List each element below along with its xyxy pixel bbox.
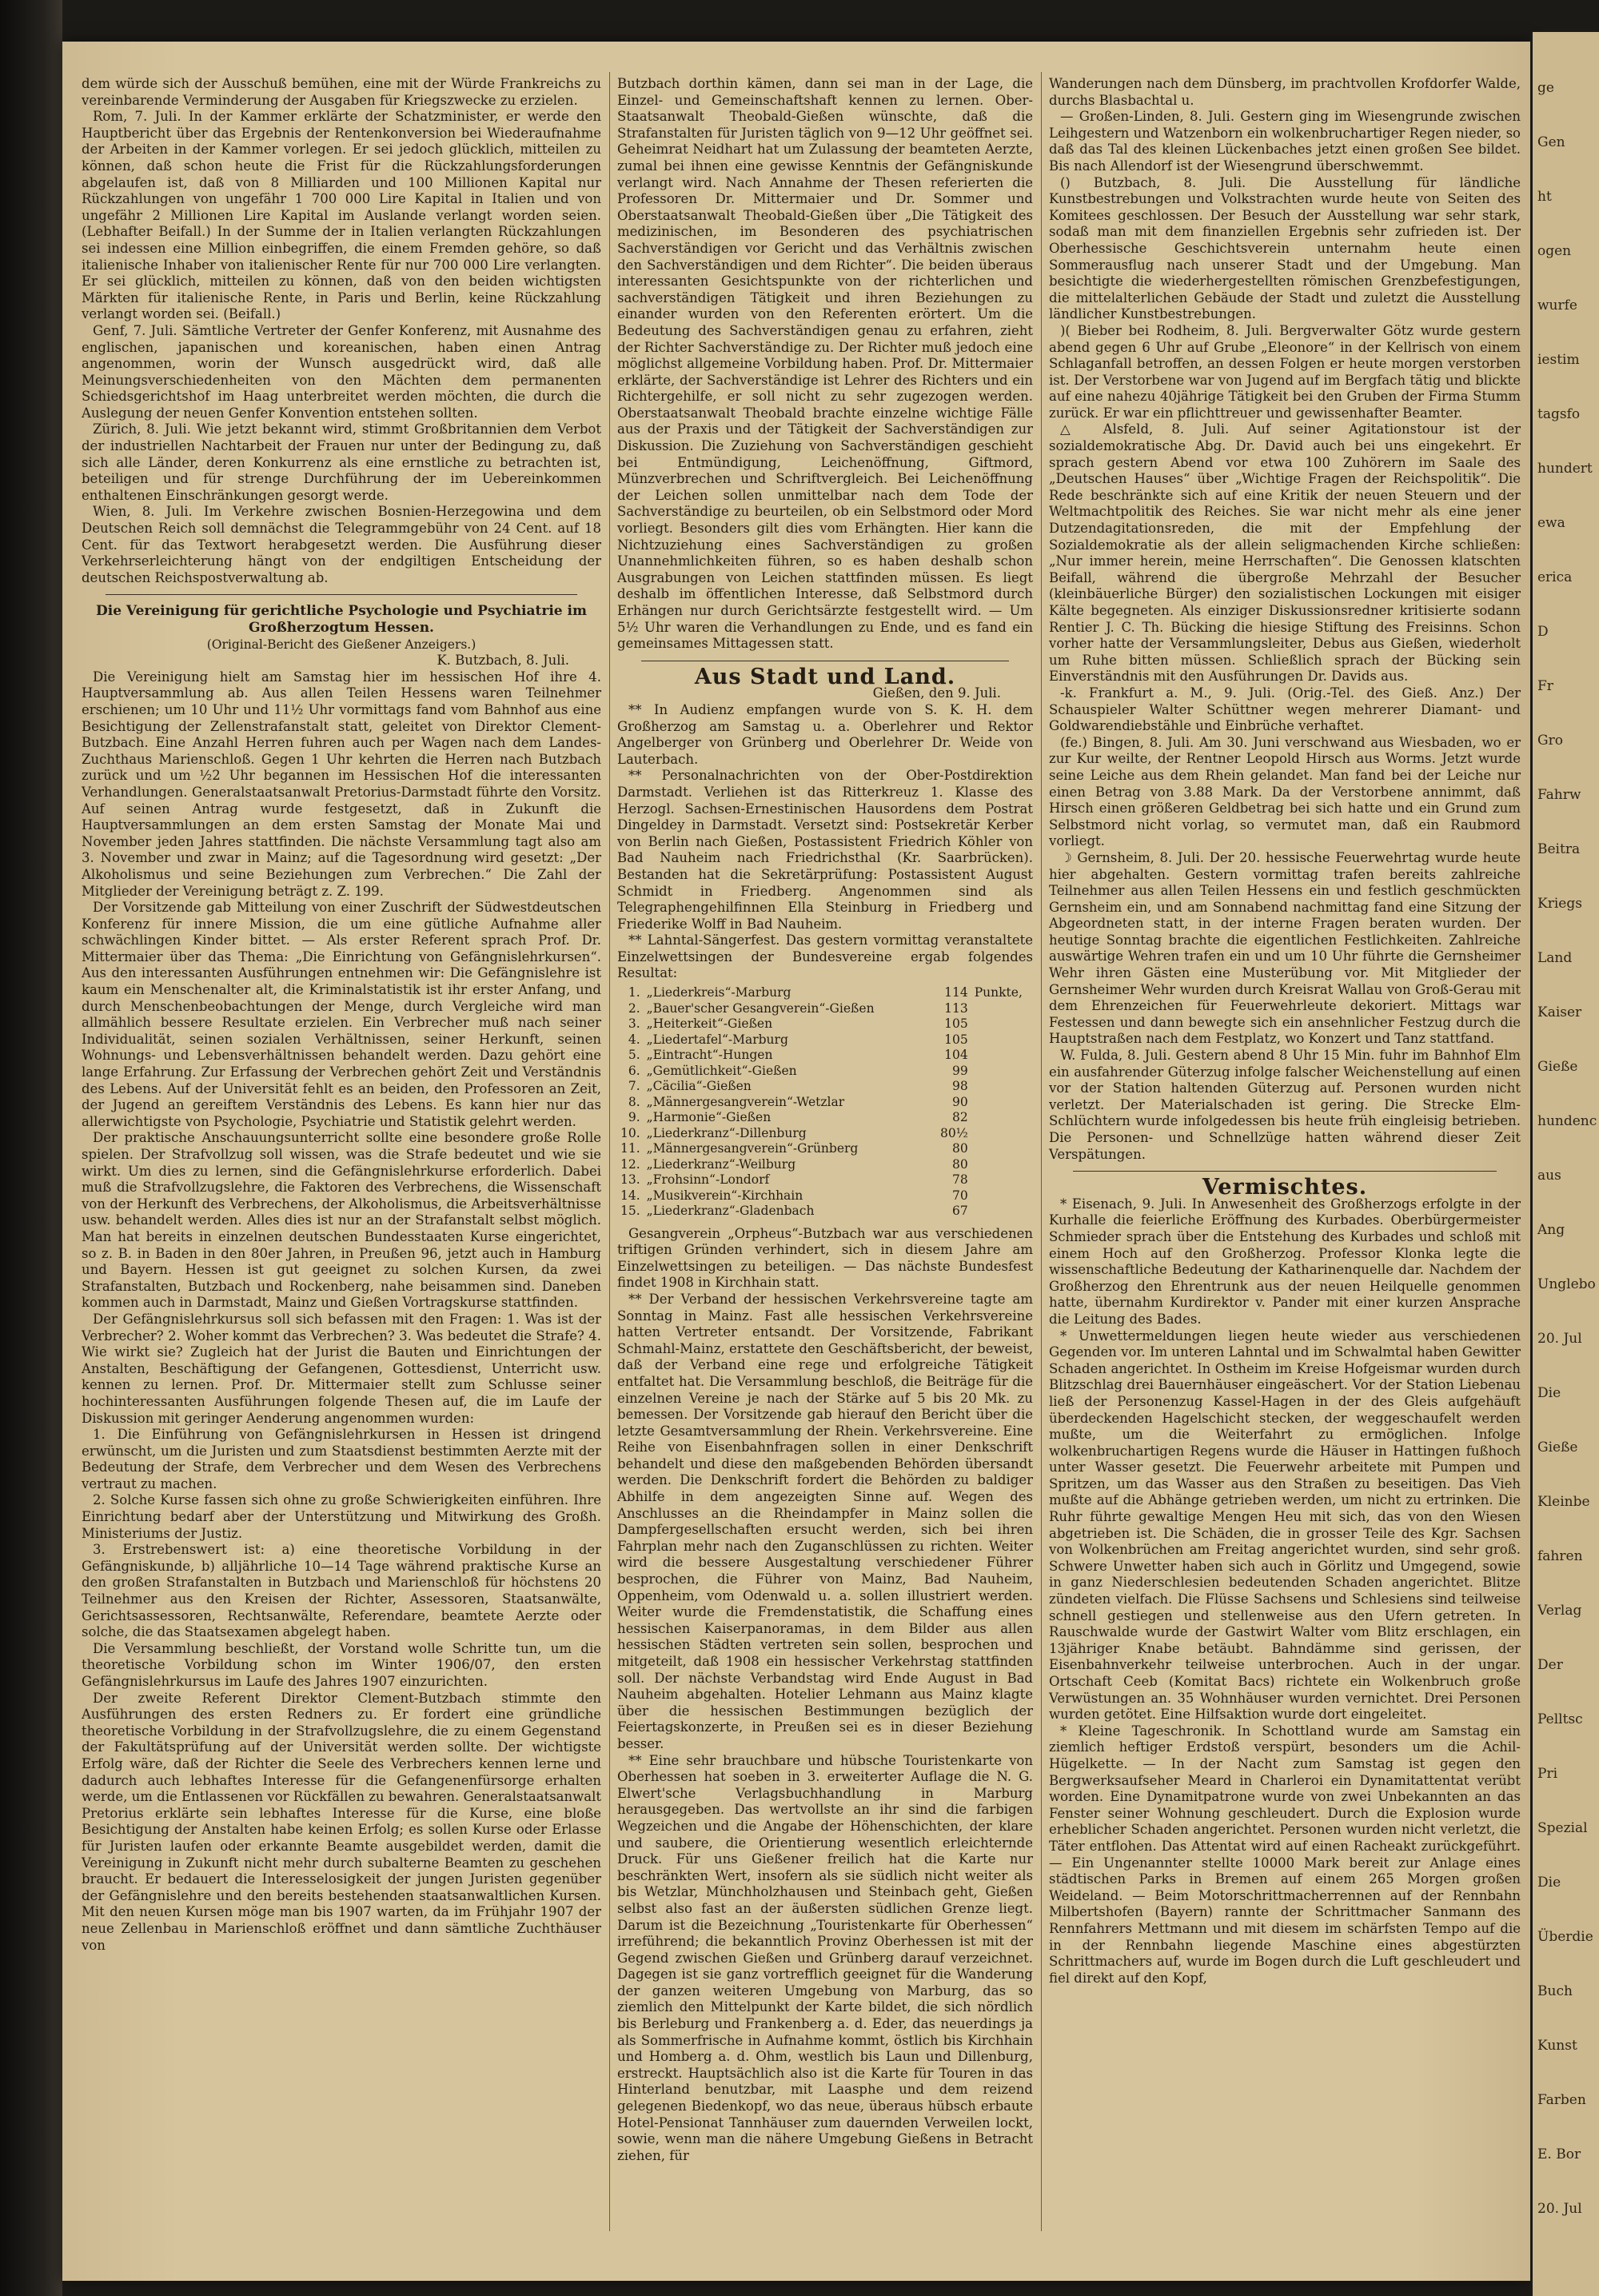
result-row (617, 985, 1033, 1001)
article-source: (Original-Bericht des Gießener Anzeigers.) (206, 637, 477, 652)
result-row (617, 1095, 1033, 1111)
result-rank: 1. (628, 985, 640, 1000)
result-club: „Eintracht“-Hungen (646, 1048, 773, 1063)
article-eisenach: * Eisenach, 9. Juli. In Anwesenheit des Großherzogs erfolgte in der Kurhalle die feierliche Eröffnung des Kurbades. Oberbürgermeister Schmieder sprach über die Entstehung des Kurbades und schloß mit einem Hoch auf den Großherzog. Professor Klonka legte die wissenschaftliche Bedeutung der Katharinenquelle dar. Nachdem der Großherzog den Ehrentrunk aus der neuen Heilquelle genommen hatte, übernahm Kurdirektor v. Pander mit einer kurzen Ansprache die Leitung des Bades. (1049, 1196, 1521, 1327)
results-table (617, 985, 1033, 1220)
edge-fragment: Gen (1537, 134, 1565, 150)
column-rule (1041, 72, 1042, 2231)
edge-fragment: E. Bor (1537, 2146, 1581, 2162)
dateline: K. Butzbach, 8. Juli. (437, 653, 569, 669)
article-tageschronik: * Kleine Tageschronik. In Schottland wurde am Samstag ein ziemlich heftiger Erdstoß verspürt, besonders um die Achil-Hügelkette. — In der Nacht zum Samstag ist gegen den Bergwerksaufseher Meard in Charleroi ein Dynamitattentat verübt worden. Eine Dynamitpatrone wurde von zwei Unbekannten an das Fenster seiner Wohnung geschleudert. Durch die Explosion wurde erheblicher Schaden angerichtet. Personen wurden nicht verletzt, die Täter entflohen. Das Attentat wird auf einen Racheakt zurückgeführt. — Ein Ungenannter stellte 10000 Mark bereit zur Anlage eines städtischen Parks in Bremen auf einem 265 Morgen großen Weideland. — Beim Motorschrittmacherrennen auf der Rennbahn Milbertshofen (Bayern) rannte der Schrittmacher Sanmann des Rennfahrers Mettmann und mit diesem im schärfsten Tempo auf die in der Rennbahn liegende Maschine eines abgestürzten Schrittmachers auf, wurde im Bogen durch die Luft geschleudert und fiel direkt auf den Kopf, (1049, 1723, 1521, 1986)
thesis: 1. Die Einführung von Gefängnislehrkursen in Hessen ist dringend erwünscht, um die Juristen und zum Staatsdienst bestimmten Aerzte mit der Bedeutung der Strafe, dem Verbrecher und dem Wesen des Verbrechens vertraut zu machen. (82, 1427, 601, 1491)
result-points: 80½ (940, 1125, 968, 1140)
edge-fragment: Die (1537, 1385, 1561, 1401)
edge-fragment: Fahrw (1537, 787, 1581, 803)
edge-fragment: Kriegs (1537, 896, 1582, 912)
column-3 (1049, 76, 1521, 1987)
thesis: 3. Erstrebenswert ist: a) eine theoretische Vorbildung in der Gefängniskunde, b) alljährliche 10—14 Tage während praktische Kurse an den großen Strafanstalten in Butzbach und Marienschloß für höchstens 20 Teilnehmer aus den Kreisen der Richter, Assessoren, Staatsanwälte, Gerichtsassessoren, Rechtsanwälte, Referendare, beamtete Aerzte oder solche, die das Staatsexamen abgelegt haben. (82, 1542, 601, 1640)
edge-fragment: D (1537, 624, 1549, 640)
article-butzbach: () Butzbach, 8. Juli. Die Ausstellung für ländliche Kunstbestrebungen und Volkstrachten wurde heute von Seiten des Komitees geschlossen. Der Besuch der Ausstellung war sehr stark, sodaß man mit dem finanziellen Ergebnis sehr zufrieden ist. Der Oberhessische Geschichtsverein unternahm heute einen Sommerausflug nach unserer Stadt und der Umgebung. Man besichtigte die wiederhergestellten römischen Grenzbefestigungen, die mittelalterlichen Gebäude der Stadt und zuletzt die Ausstellung ländlicher Kunstbestrebungen. (1049, 174, 1521, 322)
article-paragraph: dem würde sich der Ausschuß bemühen, eine mit der Würde Frankreichs zu vereinbarende Verminderung der Ausgaben für Kriegszwecke zu erzielen. (82, 76, 601, 108)
article-linden: — Großen-Linden, 8. Juli. Gestern ging im Wiesengrunde zwischen Leihgestern und Watzenborn ein wolkenbruchartiger Regen nieder, so daß das Tal des kleinen Lückenbaches jetzt einen großen See bildet. Bis nach Allendorf ist der Wiesengrund überschwemmt. (1049, 109, 1521, 174)
edge-fragment: Unglebo (1537, 1276, 1596, 1292)
result-points: 70 (952, 1188, 968, 1203)
edge-fragment: iestim (1537, 352, 1580, 368)
result-rank: 7. (628, 1079, 640, 1094)
article-paragraph: Der praktische Anschauungsunterricht sollte eine besondere große Rolle spielen. Der Strafvollzug soll wissen, was die Strafe bedeutet und wie sie wirkt. Um dies zu lernen, sind die Gefängnislehrkurse erforderlich. Dabei muß die Strafvollzugslehre, die Faktoren des Verbrechens, die Wissenschaft von der Herkunft des Verbrechens, der Alkoholismus, die Arbeitsverhältnisse usw. behandelt werden. Alles dies ist nur an der Strafanstalt selbst möglich. Man hat bereits in einzelnen deutschen Bundesstaaten Kurse eingerichtet, so z. B. in Baden in den 80er Jahren, in Preußen 96, jetzt auch in Hamburg und Bayern. Hessen ist gut geeignet zu solchen Kursen, da zwei Strafanstalten, Butzbach und Rockenberg, nahe beisammen sind. Daneben kommen auch in Darmstadt, Mainz und Gießen Vortragskurse stattfinden. (82, 1130, 601, 1311)
result-row (617, 1064, 1033, 1080)
article-rom: Rom, 7. Juli. In der Kammer erklärte der Schatzminister, er werde den Hauptbericht über das Ergebnis der Rentenkonversion bei Wiederaufnahme der Arbeiten in der Kammer vorlegen. Er sei jedoch glücklich, mitteilen zu können, daß schon heute die Frist für die Rückzahlungsforderungen abgelaufen ist, daß von 8 Milliarden und 100 Millionen Kapital nur Rückzahlungen von ungefähr 1 700 000 Lire Kapital in Italien und von ungefähr 2 Millionen Lire Kapital im Auslande verlangt worden seien. (Lebhafter Beifall.) In der Summe der in Italien verlangten Rückzahlungen sei indessen eine Million einbegriffen, die einem Fremden gehöre, so daß italienische Inhaber von italienischer Rente für nur 700 000 Lire verlangten. Er sei glücklich, mitteilen zu können, daß von den beiden wichtigsten Märkten für italienische Rente, in Paris und Berlin, keine Rückzahlung verlangt worden sei. (Beifall.) (82, 109, 601, 322)
result-club: „Cäcilia“-Gießen (646, 1079, 752, 1094)
result-row (617, 1157, 1033, 1173)
article-paragraph: Gesangverein „Orpheus“-Butzbach war aus verschiedenen triftigen Gründen verhindert, sich in diesem Jahre am Einzelwettsingen zu beteiligen. — Das nächste Bundesfest findet 1908 in Kirchhain statt. (617, 1225, 1033, 1291)
result-unit: Punkte, (974, 985, 1023, 1000)
edge-fragment: Spezial (1537, 1820, 1588, 1836)
edge-fragment: Pelltsc (1537, 1711, 1583, 1727)
result-club: „Männergesangverein“-Wetzlar (646, 1094, 845, 1109)
adjacent-page-edge (1530, 32, 1599, 2296)
result-row (617, 1032, 1033, 1048)
edge-fragment: Fr (1537, 678, 1553, 694)
edge-fragment: Beitra (1537, 841, 1581, 857)
result-rank: 14. (620, 1188, 640, 1203)
article-karte: ** Eine sehr brauchbare und hübsche Touristenkarte von Oberhessen hat soeben in 3. erweiterter Auflage die N. G. Elwert'sche Verlagsbuchhandlung in Marburg herausgegeben. Das wertvollste an ihr sind die farbigen Wegzeichen und die Angabe der Höhenschichten, der klare und saubere, die Orientierung wesentlich erleichternde Druck. Für uns Gießener freilich hat die Karte nur beschränkten Wert, insofern als sie südlich nicht weiter als bis Wetzlar, Münchholzhausen und Steinbach geht, Gießen selbst also fast an der äußersten südlichen Grenze liegt. Darum ist die Bezeichnung „Touristenkarte für Oberhessen“ irreführend; die bekanntlich Provinz Oberhessen ist mit der Gegend zwischen Gießen und Grünberg darauf verzeichnet. Dagegen ist sie ganz vortrefflich geeignet für die Wanderung der ganzen weiteren Umgebung von Marburg, das so ziemlich den Mittelpunkt der Karte bildet, die sich nördlich bis Berleburg und Frankenberg a. d. Eder, das neuerdings ja als Sommerfrische in Aufnahme kommt, östlich bis Kirchhain und Homberg a. d. Ohm, westlich bis Laun und Dillenburg, erstreckt. Hauptsächlich also ist die Karte für Touren in das Hinterland benutzbar, mit Laasphe und dem reizend gelegenen Biedenkopf, wo das neue, überaus hübsch erbaute Hotel-Pensionat Tannhäuser zum dauernden Verweilen lockt, sowie, wenn man die nähere Umgebung Gießens in Betracht ziehen, für (617, 1752, 1033, 2163)
dateline: Gießen, den 9. Juli. (872, 685, 1001, 701)
edge-fragment: Überdie (1537, 1929, 1593, 1945)
result-club: „Bauer'scher Gesangverein“-Gießen (646, 1000, 875, 1016)
edge-fragment: ewa (1537, 515, 1565, 531)
article-lahntal: ** Lahntal-Sängerfest. Das gestern vormittag veranstaltete Einzelwettsingen der Bundesvereine ergab folgendes Resultat: (617, 932, 1033, 981)
article-frankfurt: -k. Frankfurt a. M., 9. Juli. (Orig.-Tel. des Gieß. Anz.) Der Schauspieler Walter Schüttner wegen mehrerer Diamant- und Goldwarendiebstähle und Einbrüche verhaftet. (1049, 685, 1521, 734)
result-points: 80 (952, 1141, 968, 1156)
edge-fragment: Ang (1537, 1222, 1565, 1238)
result-club: „Harmonie“-Gießen (646, 1110, 772, 1125)
result-rank: 13. (620, 1172, 640, 1188)
article-paragraph: Butzbach dorthin kämen, dann sei man in der Lage, die Einzel- und Gemeinschaftshaft kennen zu lernen. Ober-Staatsanwalt Theobald-Gießen wünschte, daß die Strafanstalten für Juristen täglich von 9—12 Uhr geöffnet sei. Geheimrat Neidhart hat um Zulassung der beamteten Aerzte, zumal bei ihnen eine gewisse Kenntnis der Gefängniskunde verlangt wird. Nach Annahme der Thesen referierten die Professoren Dr. Mittermaier und Dr. Sommer und Oberstaatsanwalt Theobald-Gießen über „Die Tätigkeit des medizinischen, im Besonderen des psychiatrischen Sachverständigen vor Gericht und das Verhältnis zwischen den Sachverständigen und dem Richter“. Die beiden überaus interessanten Gesichtspunkte von der richterlichen und sachverständigen Tätigkeit und ihren Beziehungen zu einander wurden von den Referenten erörtert. Um die Bedeutung des Sachverständigen genau zu erfahren, zieht der Richter Sachverständige zu. Der Richter muß jedoch eine möglichst allgemeine Vorbildung haben. Prof. Dr. Mittermaier erklärte, der Sachverständige ist Lehrer des Richters und ein Richtergehilfe, er soll nicht zu sehr zugezogen werden. Oberstaatsanwalt Theobald brachte einzelne wichtige Fälle aus der Praxis und der Tätigkeit der Sachverständigen zur Diskussion. Die Zuziehung von Sachverständigen geschieht bei Entmündigung, Leichenöffnung, Giftmord, Münzverbrechen und Schriftvergleich. Bei Leichenöffnung der Leichen sollen unmittelbar nach dem Tode der Sachverständige zu beurteilen, ob ein Selbstmord oder Mord vorliegt. Besonders gilt dies vom Erhängten. Hier kann die Nichtzuziehung eines Sachverständigen zu großen Unannehmlichkeiten führen, so es haben deshalb schon Ausgrabungen von Leichen stattfinden müssen. Es liegt deshalb im öffentlichen Interesse, daß Selbstmord durch Erhängen nur durch Gerichtsärzte festgestellt wird. — Um 5½ Uhr waren die Verhandlungen zu Ende, und es fand ein gemeinsames Mittagessen statt. (617, 76, 1033, 652)
section-title: Vermischtes. (1202, 1175, 1368, 1200)
edge-fragment: Buch (1537, 1983, 1573, 1999)
article-genf: Genf, 7. Juli. Sämtliche Vertreter der Genfer Konferenz, mit Ausnahme des englischen, japanischen und koreanischen, haben einen Antrag angenommen, worin der Wunsch ausgedrückt wird, daß alle Meinungsverschiedenheiten von den Mächten dem permanenten Schiedsgerichtshof im Haag unterbreitet werden möchten, die durch die Auslegung der neuen Genfer Konvention entstehen sollten. (82, 322, 601, 421)
divider (1073, 1171, 1497, 1172)
edge-fragment: hundert (1537, 461, 1593, 477)
result-points: 80 (952, 1156, 968, 1172)
article-bieber: )( Bieber bei Rodheim, 8. Juli. Bergverwalter Götz wurde gestern abend gegen 6 Uhr auf Grube „Eleonore“ in der Kellrisch von einem Schlaganfall betroffen, an dessen Folgen er heute morgen verstorben ist. Der Verstorbene war von Jugend auf im Bergfach tätig und blickte auf eine nahezu 40jährige Tätigkeit bei den Gruben der Firma Stumm zurück. Er war ein pflichttreuer und gewissenhafter Beamter. (1049, 322, 1521, 421)
result-club: „Frohsinn“-Londorf (646, 1172, 770, 1188)
result-points: 99 (952, 1063, 968, 1078)
column-1 (82, 76, 601, 1954)
result-rank: 12. (620, 1156, 640, 1172)
result-club: „Musikverein“-Kirchhain (646, 1188, 803, 1203)
edge-fragment: fahren (1537, 1548, 1583, 1564)
result-club: „Liederkranz“-Gladenbach (646, 1204, 815, 1219)
edge-fragment: wurfe (1537, 297, 1577, 313)
result-rank: 8. (628, 1094, 640, 1109)
result-rank: 6. (628, 1063, 640, 1078)
result-points: 114 (944, 985, 968, 1000)
edge-fragment: Der (1537, 1657, 1563, 1673)
article-wien: Wien, 8. Juli. Im Verkehre zwischen Bosnien-Herzegowina und dem Deutschen Reich soll demnächst die Telegrammgebühr von 24 Cent. auf 18 Cent. für das Textwort herabgesetzt werden. Die Ausführung dieser Verkehrserleichterung hängt von der endgiltigen Entscheidung der deutschen Reichspostverwaltung ab. (82, 504, 601, 585)
edge-fragment: tagsfo (1537, 406, 1581, 422)
result-points: 90 (952, 1094, 968, 1109)
column-2 (617, 76, 1033, 2164)
article-headline: Die Vereinigung für gerichtliche Psychologie und Psychiatrie im Großherzogtum Hessen. (96, 603, 587, 636)
result-rank: 10. (620, 1125, 640, 1140)
result-rank: 9. (628, 1110, 640, 1125)
result-row (617, 1016, 1033, 1032)
article-alsfeld: △ Alsfeld, 8. Juli. Auf seiner Agitationstour ist der sozialdemokratische Abg. Dr. David auch bei uns eingekehrt. Er sprach gestern Abend vor etwa 100 Zuhörern im Saale des „Deutschen Hauses“ über „Wichtige Fragen der Reichspolitik“. Die Rede beschränkte sich auf eine Kritik der neuen Steuern und der Weltmachtpolitik des Reiches. Sie war nicht mehr als eine jener Dutzendagitationsreden, die mit der Empfehlung der Sozialdemokratie als der allein seligmachenden Kirche schließen: „Nur immer herein, meine Herrschaften“. Die Genossen klatschten Beifall, während die übergroße Mehrzahl der Besucher (kleinbäuerliche Bürger) den sozialistischen Lockungen mit eisiger Kälte begegneten. Als einziger Diskussionsredner kritisierte sodann Rentier J. C. Th. Bücking die hiesige Stiftung des Freisinns. Schon vorher hatte der Versammlungsleiter, Debus aus Gießen, wiederholt um Ruhe bitten müssen. Schließlich sprach der Bücking sein Einverständnis mit den Ausführungen Dr. Davids aus. (1049, 421, 1521, 685)
result-club: „Liederkranz“-Weilburg (646, 1156, 796, 1172)
result-club: „Liedertafel“-Marburg (646, 1032, 788, 1047)
article-paragraph: Die Vereinigung hielt am Samstag hier im hessischen Hof ihre 4. Hauptversammlung ab. Aus allen Teilen Hessens waren Teilnehmer erschienen; um 10 Uhr und 11½ Uhr vormittags fand vom Bahnhof aus eine Besichtigung der Zellenstrafanstalt statt, geleitet von Direktor Clement-Butzbach. Eine Anzahl Herren fuhren auch per Wagen nach dem Landes-Zuchthaus Marienschloß. Gegen 1 Uhr kehrten die Herren nach Butzbach zurück und um ½2 Uhr begannen im Hessischen Hof die interessanten Verhandlungen. Generalstaatsanwalt Pretorius-Darmstadt führte den Vorsitz. Auf seinen Antrag wurde festgesetzt, daß in Zukunft die Hauptversammlungen an dem ersten Samstag der Monate Mai und November jeden Jahres stattfinden. Die nächste Versammlung tagt also am 3. November und zwar in Mainz; auf die Tagesordnung wird gesetzt: „Der Alkoholismus und seine Beziehungen zum Verbrechen.“ Die Zahl der Mitglieder der Vereinigung beträgt z. Z. 199. (82, 669, 601, 899)
result-rank: 11. (620, 1141, 640, 1156)
book-binding (0, 0, 62, 2296)
edge-fragment: ge (1537, 80, 1554, 96)
edge-fragment: Gieße (1537, 1439, 1578, 1455)
result-points: 78 (952, 1172, 968, 1188)
result-rank: 2. (628, 1000, 640, 1016)
article-bingen: (fe.) Bingen, 8. Juli. Am 30. Juni verschwand aus Wiesbaden, wo er zur Kur weilte, der Rentner Leopold Hirsch aus Worms. Jetzt wurde seine Leiche aus dem Rhein gelandet. Man fand bei der Leiche nur einen Betrag von 3.88 Mark. Da der Verstorbene annimmt, daß Hirsch einen größeren Geldbetrag bei sich hatte und ein Grund zum Selbstmord nicht vorlag, so vermutet man, daß ein Raubmord vorliegt. (1049, 734, 1521, 849)
edge-fragment: aus (1537, 1168, 1561, 1184)
result-club: „Liederkreis“-Marburg (646, 985, 792, 1000)
result-points: 105 (944, 1032, 968, 1047)
result-rank: 15. (620, 1204, 640, 1219)
result-points: 104 (944, 1048, 968, 1063)
edge-fragment: 20. Jul (1537, 2201, 1582, 2217)
result-row (617, 1204, 1033, 1220)
article-paragraph: Wanderungen nach dem Dünsberg, im prachtvollen Krofdorfer Walde, durchs Blasbachtal u. (1049, 76, 1521, 108)
edge-fragment: Land (1537, 950, 1573, 966)
edge-fragment: ogen (1537, 243, 1572, 259)
article-audienz: ** In Audienz empfangen wurde von S. K. H. dem Großherzog am Samstag u. a. Oberlehrer und Rektor Angelberger von Grünberg und Oberlehrer Dr. Weide von Lauterbach. (617, 701, 1033, 767)
result-club: „Heiterkeit“-Gießen (646, 1016, 773, 1032)
article-paragraph: Die Versammlung beschließt, der Vorstand wolle Schritte tun, um die theoretische Vorbildung schon im Winter 1906/07, den ersten Gefängnislehrkursus im Laufe des Jahres 1907 einzurichten. (82, 1640, 601, 1689)
result-points: 82 (952, 1110, 968, 1125)
edge-fragment: ht (1537, 189, 1552, 205)
result-club: „Gemütlichkeit“-Gießen (646, 1063, 797, 1078)
result-club: „Liederkranz“-Dillenburg (646, 1125, 807, 1140)
result-row (617, 1172, 1033, 1188)
edge-fragment: 20. Jul (1537, 1331, 1582, 1347)
result-rank: 4. (628, 1032, 640, 1047)
result-row (617, 1110, 1033, 1126)
edge-fragment: Die (1537, 1875, 1561, 1891)
result-row (617, 1079, 1033, 1095)
edge-fragment: Kleinbe (1537, 1494, 1590, 1510)
edge-fragment: hundenc (1537, 1113, 1597, 1129)
edge-fragment: erica (1537, 569, 1573, 585)
result-row (617, 1001, 1033, 1017)
result-rank: 3. (628, 1016, 640, 1032)
article-verband: ** Der Verband der hessischen Verkehrsvereine tagte am Sonntag in Mainz. Fast alle hessischen Verkehrsvereine hatten Vertreter entsandt. Der Vorsitzende, Fabrikant Schmahl-Mainz, erstattete den Geschäftsbericht, der beweist, daß der Verband eine rege und erfolgreiche Tätigkeit entfaltet hat. Die Versammlung beschloß, die Beiträge für die einzelnen Vereine je nach der Stärke auf 5 bis 20 Mk. zu bemessen. Der Vorsitzende gab hierauf den Bericht über die letzte Gesamtversammlung der Rhein. Verkehrsvereine. Eine Reihe von Eisenbahnfragen sollen in einer Denkschrift behandelt und diese den maßgebenden Behörden übersandt werden. Die Denkschrift fordert die Behörden zu baldiger Abhilfe in dem angezeigten Sinne auf. Wegen des Anschlusses an die Rheindampfer in Mainz sollen die Dampfergesellschaften ersucht werden, sich bei ihren Fahrplan mehr nach den Zuganschlüssen zu richten. Weiter wird die bessere Ausgestaltung verschiedener Führer besprochen, die Führer von Mainz, Bad Nauheim, Oppenheim, vom Odenwald u. a. sollen illustriert werden. Weiter wurde die Fremdenstatistik, die Schaffung eines hessischen Kaiserpanoramas, in dem Bilder aus allen hessischen Städten vertreten sein sollen, besprochen und mitgeteilt, daß 1908 ein hessischer Verkehrstag stattfinden soll. Der nächste Verbandstag wird Ende August in Bad Nauheim abgehalten. Hotelier Lehmann aus Mainz klagte über die hessischen Bestimmungen bezüglich der Feiertagskonzerte, in Preußen sei es in dieser Beziehung besser. (617, 1291, 1033, 1751)
result-row (617, 1141, 1033, 1157)
edge-fragment: Pri (1537, 1766, 1558, 1782)
result-points: 105 (944, 1016, 968, 1032)
edge-fragment: Kaiser (1537, 1004, 1582, 1020)
edge-fragment: Verlag (1537, 1603, 1582, 1619)
result-row (617, 1188, 1033, 1204)
section-title: Aus Stadt und Land. (694, 664, 956, 689)
article-paragraph: Der Vorsitzende gab Mitteilung von einer Zuschrift der Südwestdeutschen Konferenz für innere Mission, die um eine gütliche Aufnahme aller schwächlingen Kinder bittet. — Als erster Referent sprach Prof. Dr. Mittermaier über das Thema: „Die Einrichtung von Gefängnislehrkursen“. Aus den interessanten Ausführungen entnehmen wir: Die Gefängnislehre ist kaum ein Menschenalter alt, die Kriminalstatistik ist ihr erster Anfang, und durch Menschenbeobachtungen der Menge, durch Vergleiche wird man allmählich bessere Resultate erzielen. Ein Verbrecher muß nach seiner Individualität, seinen sozialen Verhältnissen, seiner Herkunft, seinen Wohnungs- und Lebensverhältnissen behandelt werden. Dazu gehört eine lange Erfahrung. Zur Erfassung der Verbrechen gehört Zeit und Verständnis des Lebens. Auf der Universität fehlt es an beiden, den Professoren an Zeit, der Jugend an gereiftem Verständnis des Lebens. Es kann hier nur das allerwichtigste von Psychologie, Psychiatrie und Statistik gelehrt werden. (82, 900, 601, 1129)
article-zuerich: Zürich, 8. Juli. Wie jetzt bekannt wird, stimmt Großbritannien dem Verbot der industriellen Nachtarbeit der Frauen nur unter der Bedingung zu, daß sich alle Länder, deren Konkurrenz als eine ernstliche zu betrachten ist, beteiligen und für strenge Durchführung der im Uebereinkommen enthaltenen Einschränkungen gesorgt werde. (82, 421, 601, 503)
article-personal: ** Personalnachrichten von der Ober-Postdirektion Darmstadt. Verliehen ist das Ritterkreuz 1. Klasse des Herzogl. Sachsen-Ernestinischen Hausordens dem Postrat Dingeldey in Darmstadt. Versetzt sind: Postsekretär Kerber von Berlin nach Gießen, Postassistent Friedrich Köhler von Bad Nauheim nach Friedrichsthal (Kr. Saarbrücken). Bestanden hat die Sekretärprüfung: Postassistent August Schmidt in Friedberg. Angenommen sind als Telegraphengehilfinnen Ella Steinburg in Friedberg und Friederike Wolff in Bad Nauheim. (617, 768, 1033, 932)
article-gernsheim: ☽ Gernsheim, 8. Juli. Der 20. hessische Feuerwehrtag wurde heute hier abgehalten. Gestern vormittag trafen bereits zahlreiche Teilnehmer aus allen Teilen Hessens ein und festlich geschmückten Gernsheim ein, und am Sonnabend nachmittag fand eine Sitzung der Abgeordneten statt, in der interne Fragen beraten wurden. Der heutige Sonntag brachte die eigentlichen Festlichkeiten. Zahlreiche auswärtige Wehren trafen ein und um 10 Uhr führte die Gernsheimer Wehr ihren Gästen eine Musterübung vor. Mit Mitglieder der Gernsheimer Wehr wurden durch Kreisrat Wallau von Groß-Gerau mit dem Ehrenzeichen für Feuerwehrleute dekoriert. Mittags war Festessen und dann bewegte sich ein ansehnlicher Festzug durch die Hauptstraßen nach dem Festplatz, wo Konzert und Tanz stattfand. (1049, 849, 1521, 1047)
edge-fragment: Gro (1537, 733, 1563, 749)
edge-fragment: Farben (1537, 2092, 1586, 2108)
column-rule (609, 72, 610, 2231)
divider (106, 594, 577, 595)
result-points: 113 (944, 1000, 968, 1016)
article-paragraph: Der zweite Referent Direktor Clement-Butzbach stimmte den Ausführungen des ersten Redners zu. Er fordert eine gründliche theoretische Vorbildung in der Strafvollzugslehre, die zu einem Gegenstand der Fakultätsprüfung auf der Universität werden sollte. Der wichtigste Erfolg wäre, daß der Richter die Seele des Verbrechers kennen lerne und dadurch auch lebhaftes Interesse für die Gefangenenfürsorge erhalten werde, um die Entlassenen vor Rückfällen zu bewahren. Generalstaatsanwalt Pretorius erklärte sein lebhaftes Interesse für die Kurse, eine bloße Besichtigung der Anstalten habe keinen Erfolg; es sollen Kurse oder Erlasse für Juristen laufen oder erkannte Beamte ausgebildet werden, damit die Vereinigung in Zukunft nicht mehr durch subalterne Beamten zu geschehen braucht. Er bedauert die Interesselosigkeit der jungen Juristen gegenüber der Gefängnislehre und den bereits bestehenden staatsanwaltlichen Kursen. Mit den neuen Kursen möge man bis 1907 warten, da im Frühjahr 1907 der neue Zellenbau in Marienschloß eröffnet und dann sämtliche Zuchthäuser von (82, 1690, 601, 1953)
result-rank: 5. (628, 1048, 640, 1063)
result-points: 67 (952, 1204, 968, 1219)
article-paragraph: Der Gefängnislehrkursus soll sich befassen mit den Fragen: 1. Was ist der Verbrecher? 2. Woher kommt das Verbrechen? 3. Was bedeutet die Strafe? 4. Wie wirkt sie? Zugleich hat der Jurist die Bauten und Einrichtungen der Anstalten, Beschäftigung der Gefangenen, Gottesdienst, Unterricht usw. kennen zu lernen. Prof. Dr. Mittermaier stellt zum Schlusse seiner hochinteressanten Ausführungen folgende Thesen auf, die im Laufe der Diskussion mit geringer Aenderung angenommen wurden: (82, 1311, 601, 1426)
result-club: „Männergesangverein“-Grünberg (646, 1141, 859, 1156)
thesis: 2. Solche Kurse fassen sich ohne zu große Schwierigkeiten einführen. Ihre Einrichtung bedarf aber der Unterstützung und Mitwirkung des Großh. Ministeriums der Justiz. (82, 1492, 601, 1541)
article-fulda: W. Fulda, 8. Juli. Gestern abend 8 Uhr 15 Min. fuhr im Bahnhof Elm ein ausfahrender Güterzug infolge falscher Weichenstellung auf einen vor der Station haltenden Güterzug auf. Personen wurden nicht verletzt. Der Materialschaden ist gering. Die Strecke Elm-Schlüchtern wurde infolgedessen bis heute früh eingleisig betrieben. Die Personen- und Schnellzüge hatten während dieser Zeit Verspätungen. (1049, 1048, 1521, 1162)
edge-fragment: Gieße (1537, 1059, 1578, 1075)
article-unwetter: * Unwettermeldungen liegen heute wieder aus verschiedenen Gegenden vor. Im unteren Lahntal und im Schwalmtal haben Gewitter Schaden angerichtet. In Ostheim im Kreise Hofgeismar wurden durch Blitzschlag drei Bauernhäuser eingeäschert. Vor der Station Liebenau ließ der Personenzug Kassel-Hagen in der des Gleis aufgehäuft überdeckenden Hagelschicht stecken, der weggeschaufelt werden mußte, um die Weiterfahrt zu ermöglichen. Infolge wolkenbruchartigen Regens wurde die Häuser in Hattingen fußhoch unter Wasser gesetzt. Die Feuerwehr arbeitete mit Pumpen und Spritzen, um das Wasser aus den Straßen zu beseitigen. Das Vieh mußte auf die Abhänge getrieben werden, um nicht zu ertrinken. Die Ruhr führte gewaltige Mengen Heu mit sich, das von den Wiesen abgetrieben ist. Die Schäden, die in grosser Teile des Kgr. Sachsen von Wolkenbrüchen am Freitag angerichtet wurden, sind sehr groß. Schwere Unwetter haben sich auch in Görlitz und Umgegend, sowie in ganz Niederschlesien bedeutenden Schaden angerichtet. Blitze zündeten vielfach. Die Flüsse Sachsens und Schlesiens sind teilweise schnell gestiegen und stellenweise aus den Ufern getreten. In Rauschwalde wurde der Gastwirt Walter vom Blitz erschlagen, ein 13jähriger Knabe betäubt. Bahndämme sind gerissen, der Eisenbahnverkehr teilweise unterbrochen. Auch in der ungar. Ortschaft Ceeb (Komitat Bacs) richtete ein Wolkenbruch große Verwüstungen an. 35 Wohnhäuser wurden vernichtet. Drei Personen wurden getötet. Eine Hilfsaktion wurde dort eingeleitet. (1049, 1328, 1521, 1723)
result-points: 98 (952, 1079, 968, 1094)
result-row (617, 1126, 1033, 1142)
result-row (617, 1048, 1033, 1064)
edge-fragment: Kunst (1537, 2038, 1577, 2054)
